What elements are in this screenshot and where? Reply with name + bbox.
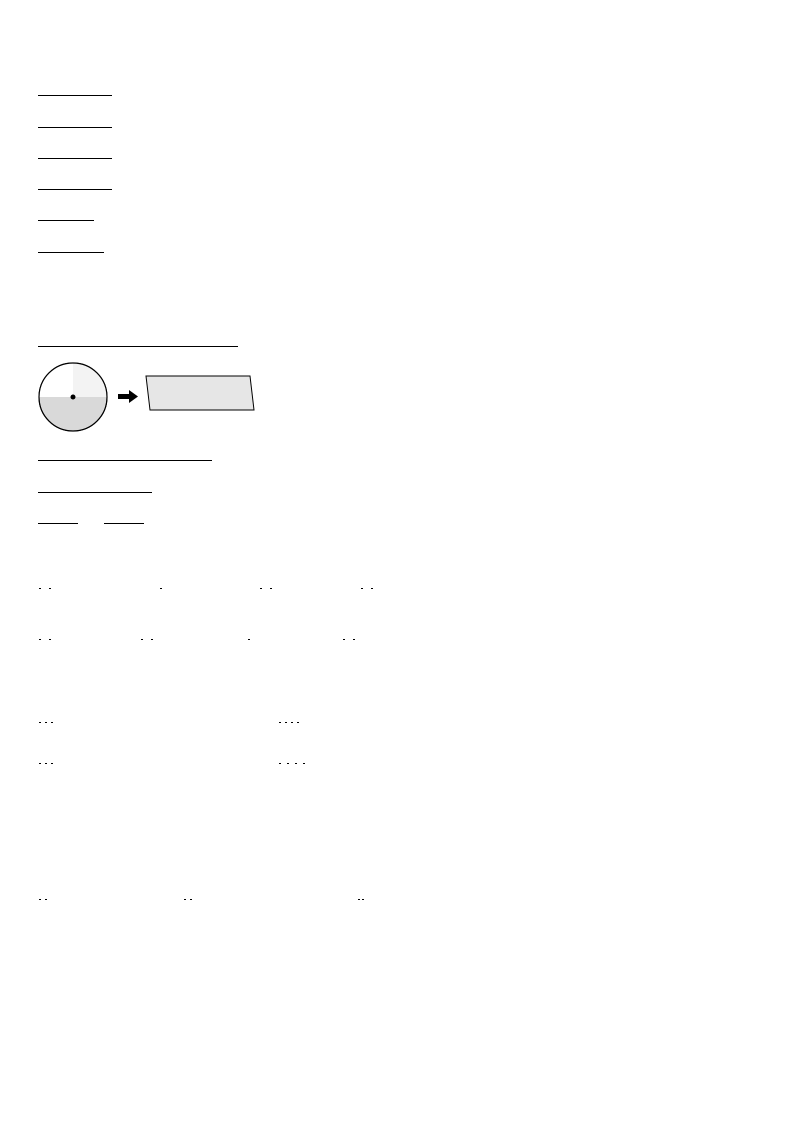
q21-expr-5 [38, 639, 58, 640]
answer-blank[interactable] [104, 509, 144, 524]
q23-equation-3 [357, 899, 365, 900]
q21-expr-1 [38, 588, 58, 589]
answer-blank[interactable] [38, 238, 104, 253]
answer-blank[interactable] [76, 478, 114, 493]
fill-line-multiples-9 [38, 113, 112, 133]
question-15 [38, 206, 94, 226]
answer-blank[interactable] [38, 206, 94, 221]
fill-line-factors-12 [38, 81, 112, 101]
q21-expr-6 [140, 639, 160, 640]
q23-equation-1 [38, 899, 48, 900]
answer-blank[interactable] [38, 113, 112, 128]
question-20 [38, 509, 144, 529]
answer-blank[interactable] [38, 446, 96, 461]
fill-line-primes-sum-18 [38, 144, 112, 164]
question-17-line2 [38, 332, 238, 352]
q21-expr-7 [238, 639, 257, 640]
q21-expr-2 [150, 588, 169, 589]
answer-blank[interactable] [38, 144, 112, 159]
q22-expr-4 [278, 763, 306, 764]
answer-blank[interactable] [38, 81, 112, 96]
answer-blank[interactable] [38, 332, 138, 347]
approx-rectangle [146, 376, 254, 410]
answer-blank[interactable] [96, 446, 154, 461]
answer-blank[interactable] [114, 478, 152, 493]
circle-to-rectangle-figure [36, 362, 266, 434]
arrow-right-icon [118, 390, 138, 403]
q23-equation-2 [183, 899, 193, 900]
q22-expr-1 [38, 722, 54, 723]
q22-expr-2 [278, 722, 300, 723]
answer-blank[interactable] [38, 175, 112, 190]
question-18 [38, 446, 212, 466]
answer-blank[interactable] [154, 446, 212, 461]
q21-expr-3 [259, 588, 279, 589]
answer-blank[interactable] [38, 478, 76, 493]
q21-expr-8 [342, 639, 362, 640]
answer-blank[interactable] [138, 332, 238, 347]
question-16-line1 [38, 238, 104, 258]
answer-blank[interactable] [38, 509, 78, 524]
q22-expr-3 [38, 763, 54, 764]
question-19 [38, 478, 152, 498]
q21-expr-4 [360, 588, 380, 589]
fill-line-prime-factors-35 [38, 175, 112, 195]
divided-circle [39, 363, 107, 431]
